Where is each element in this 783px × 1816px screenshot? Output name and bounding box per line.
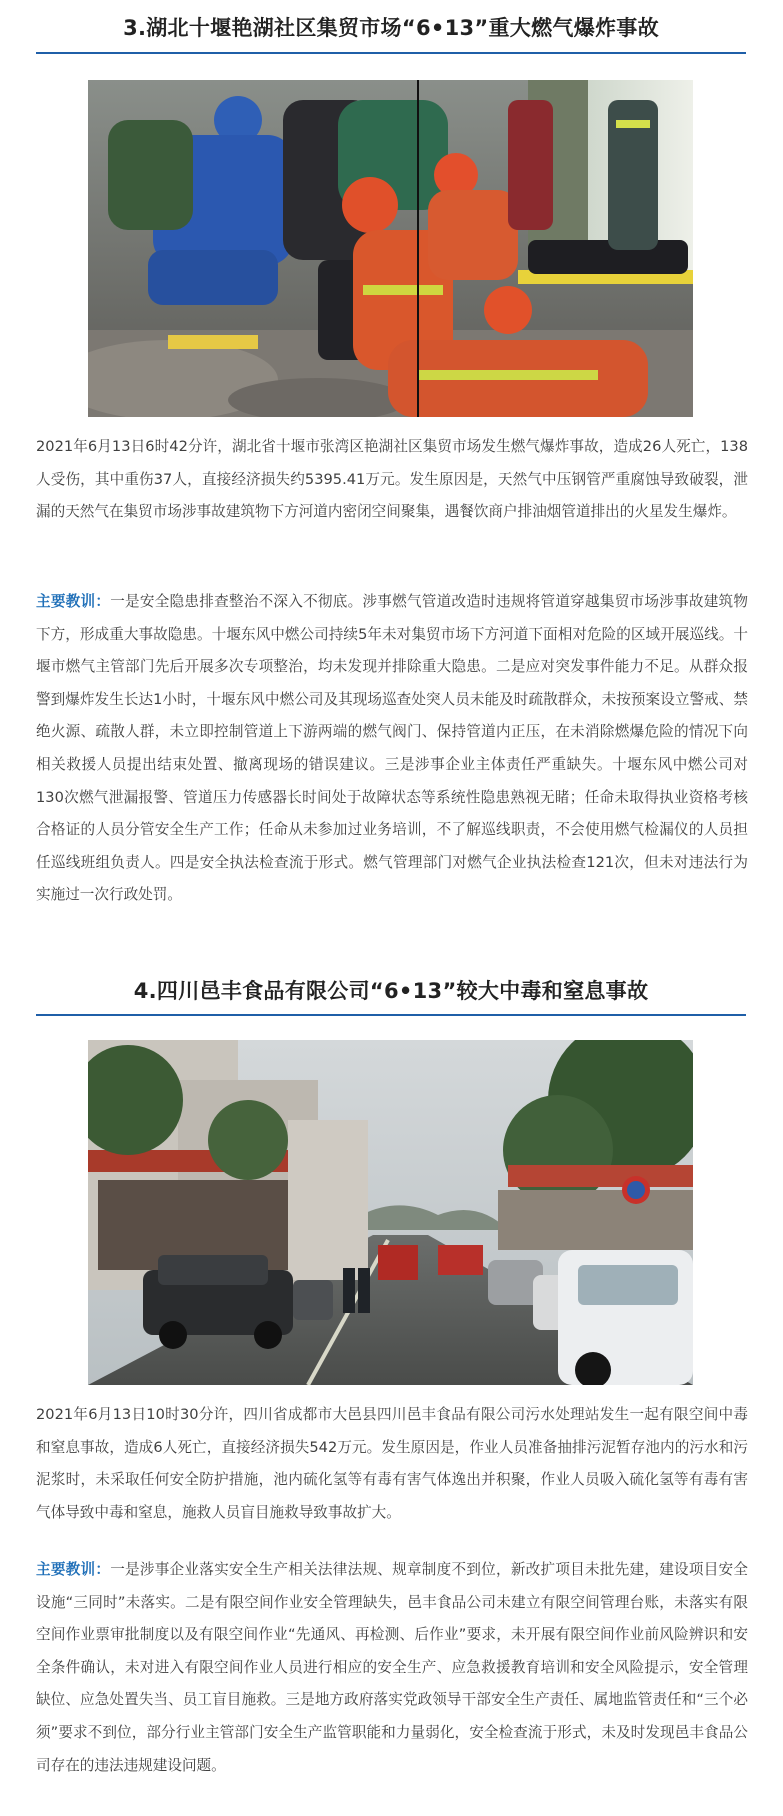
section4-title-rule [36,1014,746,1016]
section3-title: 3.湖北十堰艳湖社区集贸市场“6•13”重大燃气爆炸事故 [123,16,659,40]
section4-lesson-text: 一是涉事企业落实安全生产相关法律法规、规章制度不到位，新改扩项目未批先建，建设项目安全设施“三同时”未落实。二是有限空间作业安全管理缺失，邑丰食品公司未建立有限空间管理台账，未落实有限空间作业票审批制度以及有限空间作业“先通风、再检测、后作业”要求，未开展有限空间作业前风险辨识和安全条件确认，未对进入有限空间作业人员进行相应的安全生产、应急救援教育培训和安全风险提示，安全管理缺位、应急处置失当、员工盲目施救。三是地方政府落实党政领导干部安全生产责任、属地监管责任和“三个必须”要求不到位，部分行业主管部门安全生产监管职能和力量弱化，安全检查流于形式，未及时发现邑丰食品公司存在的违法违规建设问题。 [36,1561,748,1774]
section4-lesson [36,1554,748,1782]
section3-lesson-label: 主要教训： [36,593,111,610]
section3-title-rule [36,52,746,54]
street-scene-photo [88,1040,693,1385]
rescue-scene-photo [88,80,693,417]
section4-lesson-label: 主要教训： [36,1561,111,1578]
section3-lesson-text: 一是安全隐患排查整治不深入不彻底。涉事燃气管道改造时违规将管道穿越集贸市场涉事故建筑物下方，形成重大事故隐患。十堰东风中燃公司持续5年未对集贸市场下方河道下面相对危险的区域开展巡线。十堰市燃气主管部门先后开展多次专项整治，均未发现并排除重大隐患。二是应对突发事件能力不足。从群众报警到爆炸发生长达1小时，十堰东风中燃公司及其现场巡查处突人员未能及时疏散群众，未按预案设立警戒、禁绝火源、疏散人群，未立即控制管道上下游两端的燃气阀门、保持管道内正压，在未消除燃爆危险的情况下向相关救援人员提出结束处置、撤离现场的错误建议。三是涉事企业主体责任严重缺失。十堰东风中燃公司对130次燃气泄漏报警、管道压力传感器长时间处于故障状态等系统性隐患熟视无睹；任命未取得执业资格考核合格证的人员分管安全生产工作；任命从未参加过业务培训，不了解巡线职责，不会使用燃气检漏仪的人员担任巡线班组负责人。四是安全执法检查流于形式。燃气管理部门对燃气企业执法检查121次，但未对违法行为实施过一次行政处罚。 [36,593,748,904]
section4-summary: 2021年6月13日10时30分许，四川省成都市大邑县四川邑丰食品有限公司污水处理站发生一起有限空间中毒和窒息事故，造成6人死亡，直接经济损失542万元。发生原因是，作业人员准备抽排污泥暂存池内的污水和污泥浆时，未采取任何安全防护措施，池内硫化氢等有毒有害气体逸出并积聚，作业人员吸入硫化氢等有毒有害气体导致中毒和窒息，施救人员盲目施救导致事故扩大。 [36,1406,748,1521]
section3-lesson [36,586,748,912]
section3-summary: 2021年6月13日6时42分许，湖北省十堰市张湾区艳湖社区集贸市场发生燃气爆炸事故，造成26人死亡，138人受伤，其中重伤37人，直接经济损失约5395.41万元。发生原因是，天然气中压钢管严重腐蚀导致破裂，泄漏的天然气在集贸市场涉事故建筑物下方河道内密闭空间聚集，遇餐饮商户排油烟管道排出的火星发生爆炸。 [36,438,748,521]
section4-title: 4.四川邑丰食品有限公司“6•13”较大中毒和窒息事故 [133,979,649,1003]
